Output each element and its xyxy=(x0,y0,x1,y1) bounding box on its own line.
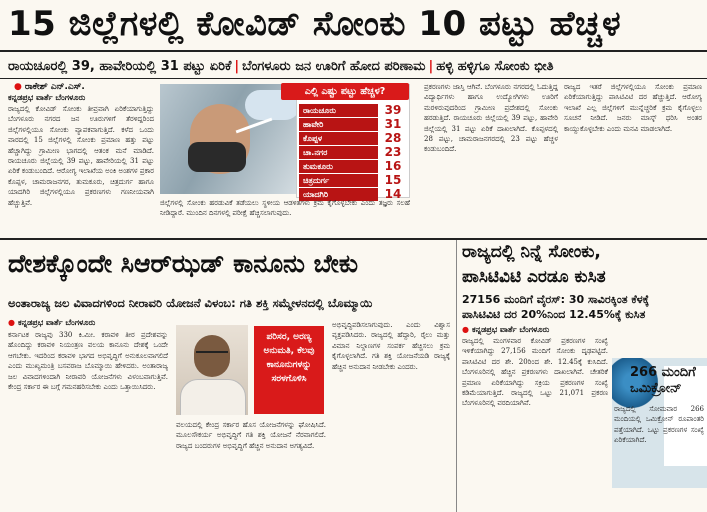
district-value: 28 xyxy=(384,131,402,145)
story2-col2: ವಲಯದಲ್ಲಿ ಕೇಂದ್ರ ಸರ್ಕಾರ ಹೊಸ ಯೋಜನೆಗಳನ್ನು ಘೋಷಿಸಿದೆ. ಮೂಲಸೌಕರ್ಯ ಅಭಿವೃದ್ಧಿಗೆ ಗತಿ ಶಕ್ತಿ ಯೋಜನೆ ನೆರವಾಗಲಿದೆ. ರಾಜ್ಯದ ಬಂದರುಗಳ ಅಭಿವೃದ್ಧಿಗೆ ಹೆಚ್ಚಿನ ಅನುದಾನ ಅಗತ್ಯವಿದೆ. xyxy=(176,421,326,450)
story2-col3: ಅಭಿವೃದ್ಧಿಪಡಿಸಲಾಗುವುದು. ಎಂದು ವಿಶ್ವಾಸ ವ್ಯಕ್ತಪಡಿಸಿದರು. ರಾಜ್ಯದಲ್ಲಿ ಹೆದ್ದಾರಿ, ರೈಲು ಮತ್ತು ವಿಮಾನ ನಿಲ್ದಾಣಗಳ ಸಂಪರ್ಕ ಹೆಚ್ಚಿಸಲು ಕ್ರಮ ಕೈಗೊಳ್ಳಲಾಗಿದೆ. ಗತಿ ಶಕ್ತಿ ಯೋಜನೆಯಡಿ ರಾಜ್ಯಕ್ಕೆ ಹೆಚ್ಚಿನ ಅನುದಾನ ನೀಡಬೇಕು ಎಂದರು. xyxy=(332,321,450,371)
district-name: ಕೊಪ್ಪಳ xyxy=(299,132,378,145)
story2-subheadline: ಅಂತಾರಾಜ್ಯ ಜಲ ವಿವಾದಗಳಿಂದ ನೀರಾವರಿ ಯೋಜನೆ ವಿಳಂಬ: ಗತಿ ಶಕ್ತಿ ಸಮ್ಮೇಳನದಲ್ಲಿ ಬೊಮ್ಮಾಯಿ xyxy=(8,296,373,310)
district-name: ಚಿತ್ರದುರ್ಗ xyxy=(299,174,378,187)
subhead-part2: ಬೆಂಗಳೂರು ಜನ ಊರಿಗೆ ಹೋದ ಪರಿಣಾಮ xyxy=(242,59,426,74)
district-name: ಚಾ.ನಗರ xyxy=(299,146,378,159)
subhead-part1: ರಾಯಚೂರಲ್ಲಿ 39, ಹಾವೇರಿಯಲ್ಲಿ 31 ಪಟ್ಟು ಏರಿಕೆ xyxy=(8,59,232,74)
headline-rule xyxy=(0,50,707,52)
district-name: ಹಾವೇರಿ xyxy=(299,118,378,131)
story1-col1: ರಾಜ್ಯದಲ್ಲಿ ಕೋವಿಡ್ ಸೋಂಕು ತೀವ್ರವಾಗಿ ಏರಿಕೆಯಾಗುತ್ತಿದ್ದು ಬೆಂಗಳೂರು ನಗರದ ಜನ ಊರುಗಳಿಗೆ ತೆರಳಿದ್ದರಿಂದ ಜಿಲ್ಲೆಗಳಲ್ಲಿಯೂ ಸೋಂಕು ವ್ಯಾಪಕವಾಗುತ್ತಿದೆ. ಕಳೆದ ಒಂದು ವಾರದಲ್ಲಿ 15 ಜಿಲ್ಲೆಗಳಲ್ಲಿ ಸೋಂಕು ಪ್ರಮಾಣ ಹತ್ತು ಪಟ್ಟು ಹೆಚ್ಚಾಗಿದ್ದು ಗ್ರಾಮೀಣ ಭಾಗದಲ್ಲಿ ಆತಂಕ ಮನೆ ಮಾಡಿದೆ. ರಾಯಚೂರು ಜಿಲ್ಲೆಯಲ್ಲಿ 39 ಪಟ್ಟು, ಹಾವೇರಿಯಲ್ಲಿ 31 ಪಟ್ಟು ಏರಿಕೆ ಕಂಡುಬಂದಿದೆ. ಆರೋಗ್ಯ ಇಲಾಖೆಯ ಅಂಕಿ ಅಂಶಗಳ ಪ್ರಕಾರ ಕೊಪ್ಪಳ, ಚಾಮರಾಜನಗರ, ತುಮಕೂರು, ಚಿತ್ರದುರ್ಗ ಹಾಗೂ ಯಾದಗಿರಿ ಜಿಲ್ಲೆಗಳಲ್ಲಿಯೂ ಪ್ರಕರಣಗಳು ಗಣನೀಯವಾಗಿ ಹೆಚ್ಚುತ್ತಿವೆ. xyxy=(8,105,154,207)
separator: | xyxy=(234,59,240,74)
story1-byline-desk: ಕನ್ನಡಪ್ರಭ ವಾರ್ತೆ ಬೆಂಗಳೂರು xyxy=(8,93,86,102)
story2-col1: ಕರ್ನಾಟಕ ರಾಜ್ಯವು 330 ಕಿ.ಮೀ. ಕರಾವಳಿ ತೀರ ಪ್ರದೇಶವನ್ನು ಹೊಂದಿದ್ದು ಕರಾವಳಿ ನಿಯಂತ್ರಣ ವಲಯ ಕಾನೂನು ದೇಶಕ್ಕೆ ಒಂದೇ ಆಗಬೇಕು. ಇದರಿಂದ ಕರಾವಳಿ ಭಾಗದ ಅಭಿವೃದ್ಧಿಗೆ ಅನುಕೂಲವಾಗಲಿದೆ ಎಂದು ಮುಖ್ಯಮಂತ್ರಿ ಬಸವರಾಜ ಬೊಮ್ಮಾಯಿ ಹೇಳಿದರು. ಅಂತಾರಾಜ್ಯ ಜಲ ವಿವಾದಗಳಿಂದಾಗಿ ನೀರಾವರಿ ಯೋಜನೆಗಳು ವಿಳಂಬವಾಗುತ್ತಿವೆ. ಕೇಂದ್ರ ಸರ್ಕಾರ ಈ ಬಗ್ಗೆ ಗಮನಹರಿಸಬೇಕು ಎಂದು ಒತ್ತಾಯಿಸಿದರು. xyxy=(8,331,168,392)
district-value: 39 xyxy=(384,103,402,117)
table-row xyxy=(299,104,405,118)
column-divider xyxy=(456,240,457,512)
district-value: 23 xyxy=(384,145,402,159)
bullet-icon: ● xyxy=(14,82,22,92)
table-title: ಎಲ್ಲಿ ಎಷ್ಟು ಪಟ್ಟು ಹೆಚ್ಚಳ? xyxy=(281,83,409,100)
story3-body: ರಾಜ್ಯದಲ್ಲಿ ಮಂಗಳವಾರ ಕೋವಿಡ್ ಪ್ರಕರಣಗಳ ಸಂಖ್ಯೆ ಇಳಿಕೆಯಾಗಿದ್ದು 27,156 ಮಂದಿಗೆ ಸೋಂಕು ದೃಢಪಟ್ಟಿದೆ. ಪಾಸಿಟಿವಿಟಿ ದರ ಶೇ. 20ರಿಂದ ಶೇ. 12.45ಕ್ಕೆ ಕುಸಿದಿದೆ. ಬೆಂಗಳೂರಿನಲ್ಲಿ ಹೆಚ್ಚಿನ ಪ್ರಕರಣಗಳು ದಾಖಲಾಗಿವೆ. ಚೇತರಿಕೆ ಪ್ರಮಾಣ ಏರಿಕೆಯಾಗಿದ್ದು ಸಕ್ರಿಯ ಪ್ರಕರಣಗಳ ಸಂಖ್ಯೆ ಕಡಿಮೆಯಾಗುತ್ತಿದೆ. ರಾಜ್ಯದಲ್ಲಿ ಒಟ್ಟು 21,071 ಪ್ರಕರಣ ಬೆಂಗಳೂರಿನಲ್ಲಿ ವರದಿಯಾಗಿವೆ. xyxy=(462,337,608,408)
story3-byline: ● ಕನ್ನಡಪ್ರಭ ವಾರ್ತೆ ಬೆಂಗಳೂರು xyxy=(462,325,550,334)
story1-col2: ಜಿಲ್ಲೆಗಳಲ್ಲಿ ಸೋಂಕು ಹರಡುವಿಕೆ ತಡೆಯಲು ಸ್ಥಳೀಯ ಆಡಳಿತಗಳು ಕ್ರಮ ಕೈಗೊಳ್ಳಬೇಕು ಎಂದು ತಜ್ಞರು ಸಲಹೆ ನೀಡಿದ್ದಾರೆ. ಮುಂದಿನ ದಿನಗಳಲ್ಲಿ ಪರೀಕ್ಷೆ ಹೆಚ್ಚಿಸಲಾಗುವುದು. xyxy=(160,199,410,218)
story3-headline: ರಾಜ್ಯದಲ್ಲಿ ನಿನ್ನೆ ಸೋಂಕು, ಪಾಸಿಟಿವಿಟಿ ಎರಡೂ ಕುಸಿತ xyxy=(462,242,606,287)
main-subheadline xyxy=(8,59,554,74)
subhead-part3: ಹಳ್ಳಿ ಹಳ್ಳಿಗೂ ಸೋಂಕು ಭೀತಿ xyxy=(436,59,554,74)
story1-col3: ಪ್ರಕರಣಗಳು ಜಾಸ್ತಿ ಆಗಿವೆ. ಬೆಂಗಳೂರು ನಗರದಲ್ಲಿ ಓದುತ್ತಿದ್ದ ವಿದ್ಯಾರ್ಥಿಗಳು ಹಾಗೂ ಉದ್ಯೋಗಿಗಳು ಊರಿಗೆ ಮರಳಿರುವುದರಿಂದ ಗ್ರಾಮೀಣ ಪ್ರದೇಶದಲ್ಲಿ ಸೋಂಕು ಹರಡುತ್ತಿದೆ. ರಾಯಚೂರು ಜಿಲ್ಲೆಯಲ್ಲಿ 39 ಪಟ್ಟು, ಹಾವೇರಿ ಜಿಲ್ಲೆಯಲ್ಲಿ 31 ಪಟ್ಟು ಏರಿಕೆ ದಾಖಲಾಗಿದೆ. ಕೊಪ್ಪಳದಲ್ಲಿ 28 ಪಟ್ಟು, ಚಾಮರಾಜನಗರದಲ್ಲಿ 23 ಪಟ್ಟು ಹೆಚ್ಚಳ ಕಂಡುಬಂದಿದೆ. xyxy=(424,83,558,154)
story1-col4: ರಾಜ್ಯದ ಇತರೆ ಜಿಲ್ಲೆಗಳಲ್ಲಿಯೂ ಸೋಂಕು ಪ್ರಮಾಣ ಏರಿಕೆಯಾಗುತ್ತಿದ್ದು ಪಾಸಿಟಿವಿಟಿ ದರ ಹೆಚ್ಚುತ್ತಿದೆ. ಆರೋಗ್ಯ ಇಲಾಖೆ ಎಲ್ಲ ಜಿಲ್ಲೆಗಳಿಗೆ ಮುನ್ನೆಚ್ಚರಿಕೆ ಕ್ರಮ ಕೈಗೊಳ್ಳಲು ಸೂಚನೆ ನೀಡಿದೆ. ಜನರು ಮಾಸ್ಕ್ ಧರಿಸಿ ಅಂತರ ಕಾಯ್ದುಕೊಳ್ಳಬೇಕು ಎಂದು ಮನವಿ ಮಾಡಲಾಗಿದೆ. xyxy=(564,83,702,133)
main-headline: 15 ಜಿಲ್ಲೆಗಳಲ್ಲಿ ಕೋವಿಡ್ ಸೋಂಕು 10 ಪಟ್ಟು ಹೆಚ್ಚಳ xyxy=(8,4,622,44)
story3-subheadline: 27156 ಮಂದಿಗೆ ವೈರಸ್: 30 ಸಾವಿರಕ್ಕಿಂತ ಕೆಳಕ್ಕೆ ಪಾಸಿಟಿವಿಟಿ ದರ 20%ನಿಂದ 12.45%ಕ್ಕೆ ಕುಸಿತ xyxy=(462,293,650,321)
separator: | xyxy=(428,59,434,74)
bullet-icon: ● xyxy=(462,325,469,334)
omicron-body: ರಾಜ್ಯದಲ್ಲಿ ಸೋಮವಾರ 266 ಮಂದಿಯಲ್ಲಿ ಒಮಿಕ್ರೋನ್ ರೂಪಾಂತರಿ ಪತ್ತೆಯಾಗಿದೆ. ಒಟ್ಟು ಪ್ರಕರಣಗಳ ಸಂಖ್ಯೆ ಏರಿಕೆಯಾಗಿದೆ. xyxy=(614,405,704,445)
district-name: ಯಾದಗಿರಿ xyxy=(299,188,378,201)
covid-test-photo xyxy=(160,84,315,194)
story2-quote-box: ಪರಿಸರ, ಅರಣ್ಯ ಅನುಮತಿ, ಕೆಲವು ಕಾನೂನುಗಳನ್ನು ಸರಳಗೊಳಿಸಿ xyxy=(254,326,324,414)
district-value: 16 xyxy=(384,159,402,173)
table-row xyxy=(299,160,405,174)
district-name: ರಾಯಚೂರು xyxy=(299,104,378,117)
table-row xyxy=(299,174,405,188)
district-increase-table xyxy=(296,84,410,201)
district-value: 31 xyxy=(384,117,402,131)
story1-byline-name: ● ರಾಕೇಶ್ ಎನ್.ಎಸ್. xyxy=(14,82,85,92)
story2-byline: ● ಕನ್ನಡಪ್ರಭ ವಾರ್ತೆ ಬೆಂಗಳೂರು xyxy=(8,318,96,327)
omicron-title: 266 ಮಂದಿಗೆ ಒಮಿಕ್ರೋನ್ xyxy=(630,365,696,396)
cm-portrait xyxy=(176,325,248,415)
table-row xyxy=(299,146,405,160)
table-row xyxy=(299,118,405,132)
district-value: 15 xyxy=(384,173,402,187)
table-row xyxy=(299,132,405,146)
bullet-icon: ● xyxy=(8,318,15,327)
district-value: 14 xyxy=(384,187,402,201)
subhead-rule xyxy=(0,78,707,79)
story2-headline: ದೇಶಕ್ಕೊಂದೇ ಸಿಆರ್‌ಝಡ್ ಕಾನೂನು ಬೇಕು xyxy=(8,249,359,278)
district-name: ತುಮಕೂರು xyxy=(299,160,378,173)
